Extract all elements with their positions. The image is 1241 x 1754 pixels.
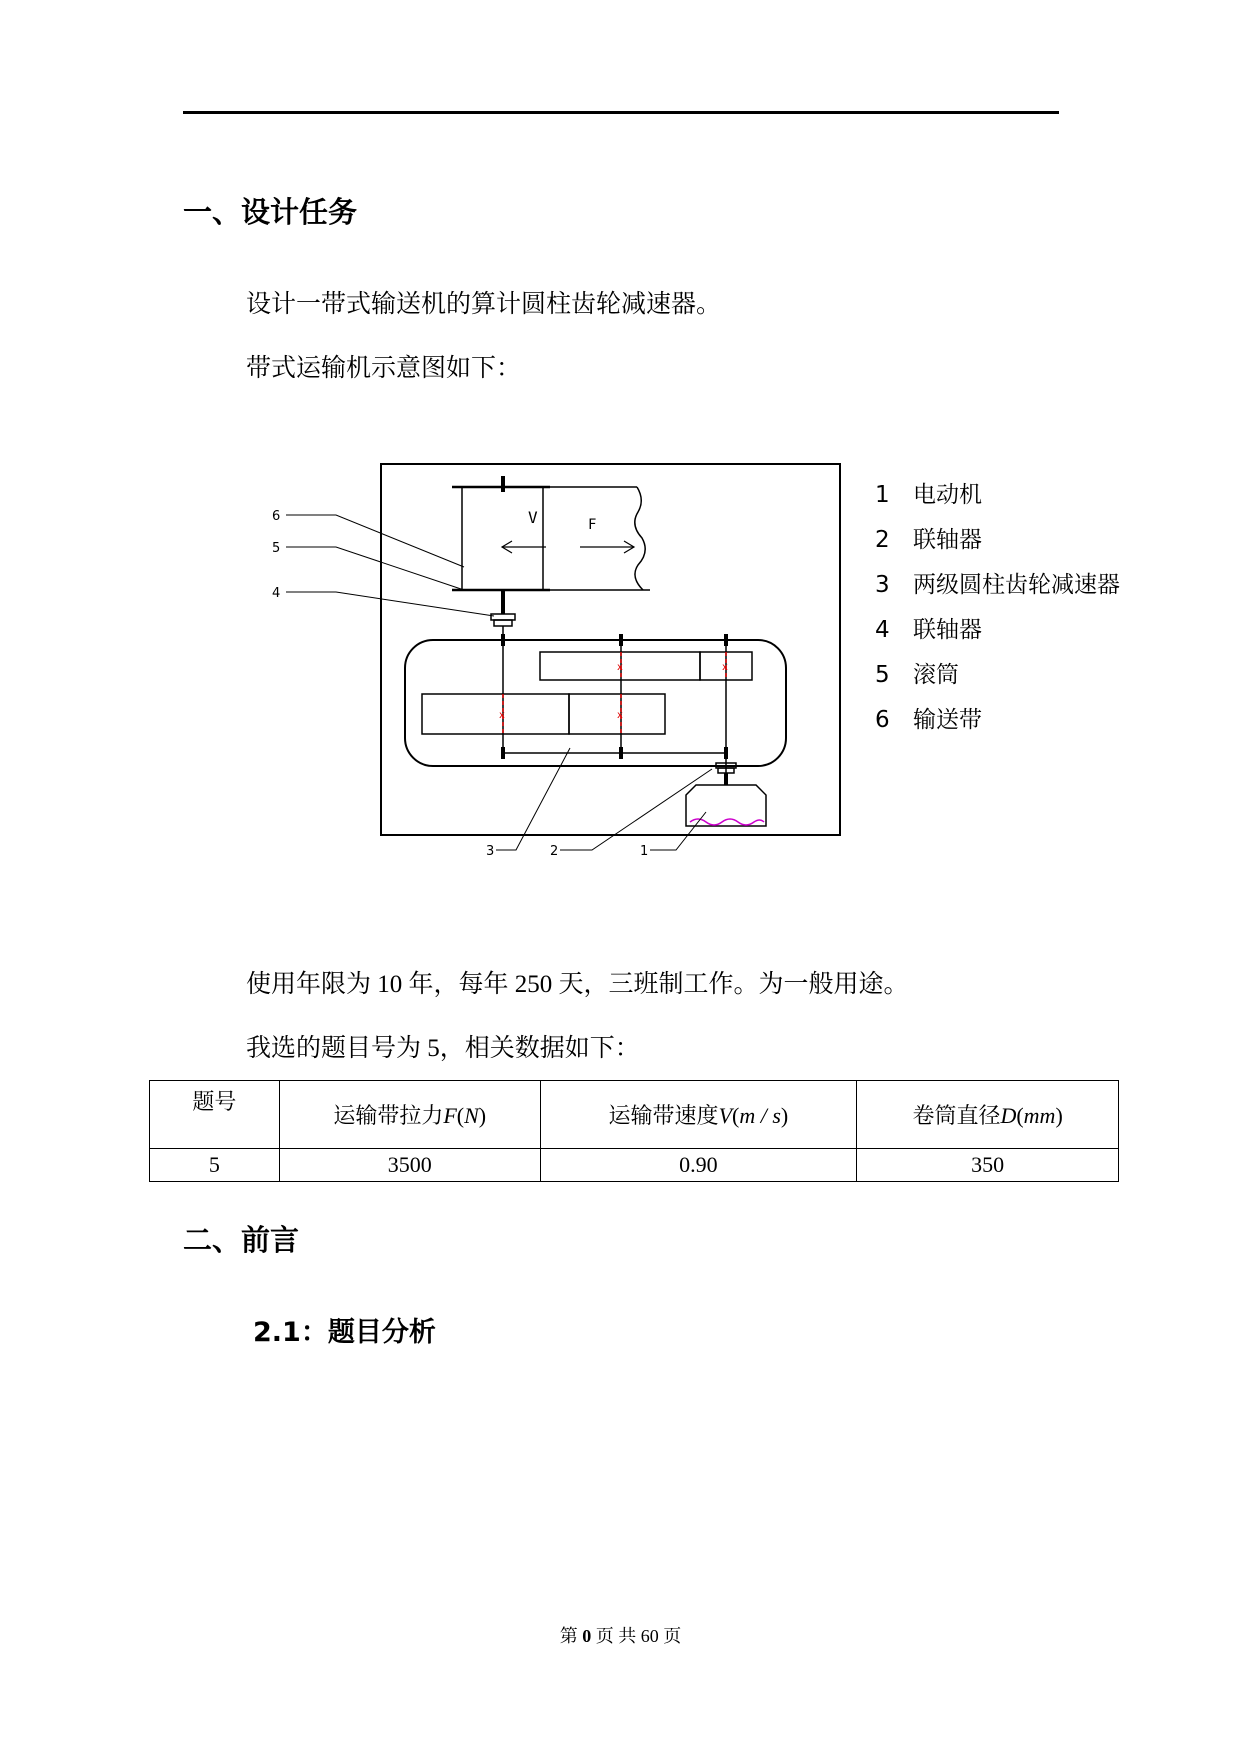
paragraph-service-life: 使用年限为 10 年，每年 250 天，三班制工作。为一般用途。 [246,971,909,998]
legend-item-2: 2 联轴器 [875,527,982,553]
svg-text:x: x [617,710,623,721]
belt-break-line [635,487,645,590]
current-page-number: 0 [582,1626,592,1646]
section-heading-preface: 二、前言 [183,1223,300,1257]
header-drum-diameter: 卷筒直径D(mm) [857,1081,1119,1149]
header-belt-tension: 运输带拉力F(N) [279,1081,540,1149]
header-topic-number: 题号 [150,1081,280,1149]
cell-belt-speed: 0.90 [540,1149,857,1182]
legend-item-5: 5 滚筒 [875,662,959,688]
header-belt-speed: 运输带速度V(m / s) [540,1081,857,1149]
cell-belt-tension: 3500 [279,1149,540,1182]
paragraph-task-description: 设计一带式输送机的算计圆柱齿轮减速器。 [246,291,722,318]
section-heading-design-task: 一、设计任务 [183,195,358,229]
reducer-housing [405,640,786,766]
legend-item-1: 1 电动机 [875,482,982,508]
paragraph-selected-topic: 我选的题目号为 5，相关数据如下： [246,1035,640,1062]
callout-2: 2 [550,844,559,859]
conveyor-schematic-figure [250,440,1120,900]
table-header-row [150,1081,1119,1149]
total-pages: 60 [640,1626,659,1646]
svg-text:x: x [722,662,728,673]
table-row [150,1149,1119,1182]
legend-item-4: 4 联轴器 [875,617,982,643]
legend-item-6: 6 输送带 [875,707,982,733]
page-footer: 第 0 页 共 60 页 [559,1626,682,1646]
subsection-heading-topic-analysis: 2.1：题目分析 [253,1317,436,1348]
callout-1: 1 [640,844,649,859]
callout-6: 6 [272,509,281,524]
callout-3: 3 [486,844,495,859]
arrow-v-label: V [528,508,538,527]
callout-5: 5 [272,541,281,556]
cell-drum-diameter: 350 [857,1149,1119,1182]
cell-topic-number: 5 [150,1149,280,1182]
svg-text:x: x [499,710,505,721]
svg-text:x: x [617,662,623,673]
legend-item-3: 3 两级圆柱齿轮减速器 [875,572,1120,598]
arrow-f-label: F [588,517,597,533]
conveyor-schematic-drawing [250,440,1110,900]
gear-low-speed-large [422,694,569,734]
coupling-4 [491,614,515,620]
callout-4: 4 [272,586,281,601]
parameter-table [149,1080,1119,1182]
frame-border [381,464,840,835]
header-rule [183,111,1059,114]
paragraph-figure-intro: 带式运输机示意图如下： [246,355,522,382]
